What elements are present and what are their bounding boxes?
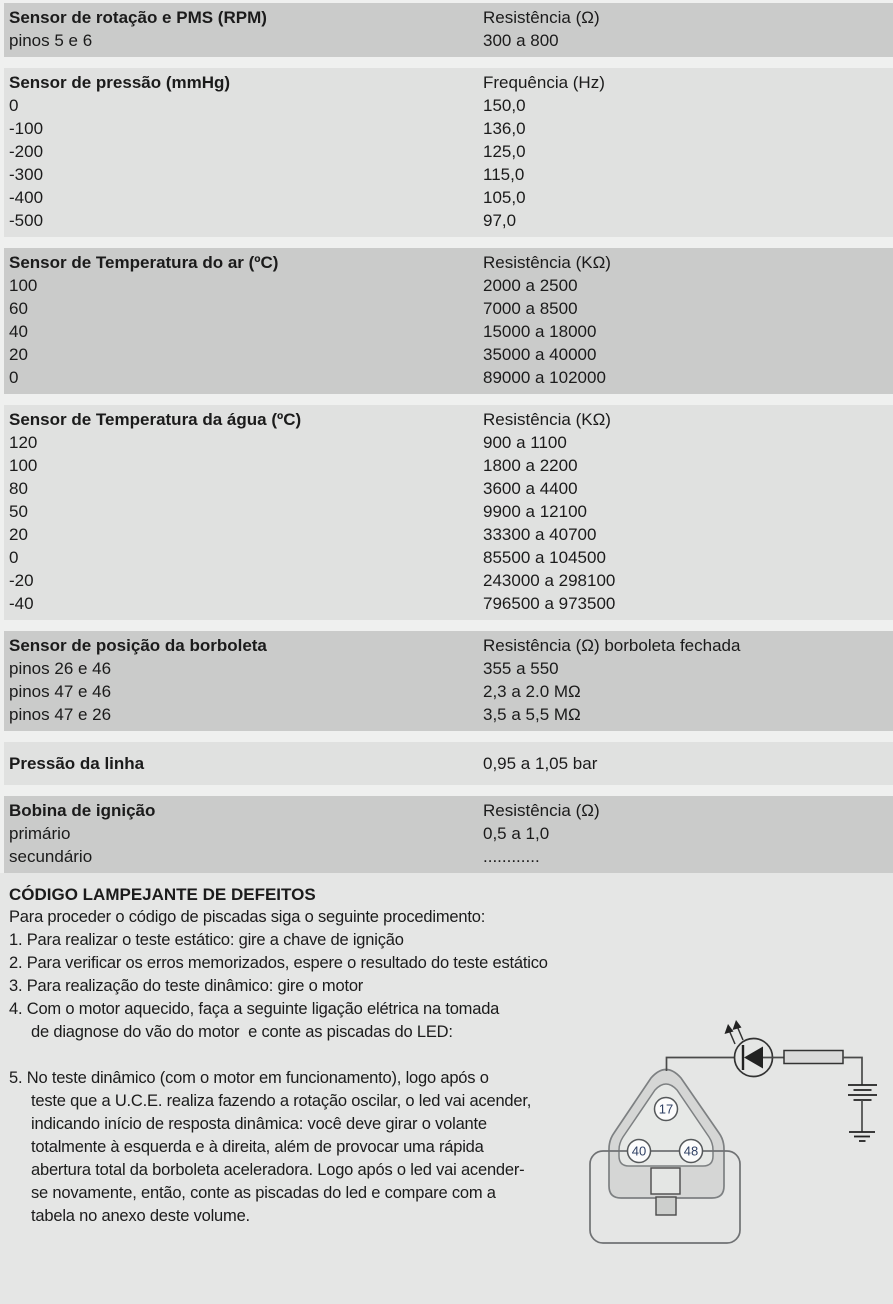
spec-cell-left: 0 — [9, 548, 19, 567]
procedure-line: 3. Para realização do teste dinâmico: gire o motor — [9, 977, 364, 995]
spec-cell-left: -100 — [9, 119, 44, 138]
spec-tables — [0, 3, 893, 873]
spec-cell-left: 100 — [9, 456, 38, 475]
spec-table-4 — [4, 631, 893, 731]
spec-header-left: Sensor de Temperatura da água (ºC) — [9, 410, 302, 429]
spec-cell-right: 115,0 — [483, 165, 525, 184]
spec-cell-left: 0 — [9, 96, 19, 115]
band-gap — [0, 731, 893, 742]
spec-header-left: Sensor de Temperatura do ar (ºC) — [9, 253, 279, 272]
band-gap — [0, 237, 893, 248]
spec-cell-right: 243000 a 298100 — [483, 571, 616, 590]
spec-cell-right: 796500 a 973500 — [483, 594, 616, 613]
spec-cell-right: 85500 a 104500 — [483, 548, 606, 567]
wire-connector-to-led — [667, 1058, 736, 1072]
spec-header-right: 0,95 a 1,05 bar — [483, 754, 598, 773]
spec-cell-right: 300 a 800 — [483, 31, 559, 50]
led-emission-arrows-icon — [725, 1020, 744, 1044]
spec-header-left: Pressão da linha — [9, 754, 145, 773]
spec-cell-right: 2,3 a 2.0 MΩ — [483, 682, 581, 701]
procedure-line: abertura total da borboleta aceleradora. Logo após o led vai acender- — [31, 1161, 525, 1179]
spec-row — [4, 6, 893, 29]
spec-table-2 — [4, 248, 893, 394]
spec-cell-left: pinos 5 e 6 — [9, 31, 93, 50]
spec-cell-left: secundário — [9, 847, 93, 866]
spec-cell-right: 105,0 — [483, 188, 526, 207]
spec-row — [4, 71, 893, 94]
spec-row — [4, 822, 893, 845]
spec-header-left: Bobina de ignição — [9, 801, 156, 820]
spec-row — [4, 209, 893, 232]
spec-cell-left: 0 — [9, 368, 19, 387]
wire-resistor-to-battery — [843, 1058, 862, 1086]
spec-cell-left: 40 — [9, 322, 28, 341]
spec-row — [4, 454, 893, 477]
spec-header-right: Resistência (KΩ) — [483, 253, 611, 272]
spec-row — [4, 117, 893, 140]
procedure-line: teste que a U.C.E. realiza fazendo a rotação oscilar, o led vai acender, — [31, 1092, 532, 1110]
spec-cell-left: pinos 47 e 26 — [9, 705, 112, 724]
pin-17-label: 17 — [658, 1101, 674, 1117]
spec-row — [4, 546, 893, 569]
spec-row — [4, 657, 893, 680]
spec-row — [4, 251, 893, 274]
spec-cell-left: -200 — [9, 142, 44, 161]
spec-row — [4, 703, 893, 726]
spec-cell-right: 15000 a 18000 — [483, 322, 597, 341]
spec-cell-right: 2000 a 2500 — [483, 276, 578, 295]
spec-cell-right: 7000 a 8500 — [483, 299, 578, 318]
spec-row — [4, 431, 893, 454]
spec-cell-left: -500 — [9, 211, 44, 230]
spec-cell-right: 9900 a 12100 — [483, 502, 587, 521]
spec-table-1 — [4, 68, 893, 237]
spec-row — [4, 592, 893, 615]
spec-cell-right: 0,5 a 1,0 — [483, 824, 550, 843]
spec-row — [4, 366, 893, 389]
spec-row — [4, 752, 893, 775]
spec-cell-left: -400 — [9, 188, 44, 207]
spec-row — [4, 680, 893, 703]
band-gap — [0, 785, 893, 796]
spec-cell-right: 355 a 550 — [483, 659, 559, 678]
spec-cell-right: 97,0 — [483, 211, 517, 230]
resistor-icon — [784, 1051, 843, 1064]
fault-code-title: CÓDIGO LAMPEJANTE DE DEFEITOS — [9, 885, 316, 904]
spec-header-right: Frequência (Hz) — [483, 73, 605, 92]
circuit-diagram-svg — [585, 1015, 893, 1250]
procedure-line: 4. Com o motor aquecido, faça a seguinte ligação elétrica na tomada — [9, 1000, 500, 1018]
spec-cell-left: 60 — [9, 299, 28, 318]
spec-row — [4, 523, 893, 546]
spec-row — [4, 799, 893, 822]
spec-header-left: Sensor de posição da borboleta — [9, 636, 267, 655]
spec-cell-right: ............ — [483, 847, 540, 866]
spec-row — [4, 29, 893, 52]
spec-cell-right: 1800 a 2200 — [483, 456, 578, 475]
procedure-line: tabela no anexo deste volume. — [31, 1207, 250, 1225]
procedure-line: de diagnose do vão do motor e conte as piscadas do LED: — [31, 1023, 453, 1041]
band-gap — [0, 394, 893, 405]
spec-cell-right: 35000 a 40000 — [483, 345, 597, 364]
spec-row — [4, 500, 893, 523]
spec-row — [4, 845, 893, 868]
pin-40-label: 40 — [631, 1143, 647, 1159]
spec-row — [4, 163, 893, 186]
spec-cell-left: 80 — [9, 479, 28, 498]
spec-header-right: Resistência (KΩ) — [483, 410, 611, 429]
connector-latch-tab — [656, 1197, 676, 1215]
spec-table-6 — [4, 796, 893, 873]
procedure-line: 2. Para verificar os erros memorizados, espere o resultado do teste estático — [9, 954, 548, 972]
spec-cell-right: 136,0 — [483, 119, 526, 138]
spec-cell-left: 120 — [9, 433, 38, 452]
procedure-line: Para proceder o código de piscadas siga o seguinte procedimento: — [9, 908, 486, 926]
spec-header-left: Sensor de rotação e PMS (RPM) — [9, 8, 267, 27]
battery-icon — [848, 1085, 877, 1100]
spec-cell-right: 150,0 — [483, 96, 526, 115]
spec-cell-right: 89000 a 102000 — [483, 368, 606, 387]
spec-table-3 — [4, 405, 893, 620]
procedure-line: totalmente à esquerda e à direita, além de provocar uma rápida — [31, 1138, 484, 1156]
led-anode-triangle — [744, 1047, 763, 1069]
spec-cell-left: -20 — [9, 571, 34, 590]
diagnostic-connector-diagram — [585, 1015, 893, 1255]
spec-cell-left: primário — [9, 824, 71, 843]
spec-header-right: Resistência (Ω) — [483, 801, 600, 820]
spec-row — [4, 634, 893, 657]
spec-cell-left: 50 — [9, 502, 28, 521]
spec-cell-right: 900 a 1100 — [483, 433, 567, 452]
spec-table-5 — [4, 742, 893, 785]
spec-row — [4, 408, 893, 431]
spec-cell-right: 3600 a 4400 — [483, 479, 578, 498]
procedure-line: indicando início de resposta dinâmica: você deve girar o volante — [31, 1115, 487, 1133]
spec-row — [4, 343, 893, 366]
ground-icon — [849, 1132, 875, 1141]
band-gap — [0, 57, 893, 68]
spec-cell-right: 3,5 a 5,5 MΩ — [483, 705, 581, 724]
spec-cell-left: 20 — [9, 525, 28, 544]
spec-cell-right: 125,0 — [483, 142, 526, 161]
spec-cell-left: -40 — [9, 594, 34, 613]
spec-cell-left: -300 — [9, 165, 44, 184]
spec-row — [4, 140, 893, 163]
spec-header-right: Resistência (Ω) — [483, 8, 600, 27]
band-gap — [0, 620, 893, 631]
spec-cell-left: pinos 26 e 46 — [9, 659, 112, 678]
spec-cell-left: 100 — [9, 276, 38, 295]
spec-row — [4, 477, 893, 500]
procedure-line: 1. Para realizar o teste estático: gire a chave de ignição — [9, 931, 404, 949]
spec-row — [4, 274, 893, 297]
spec-row — [4, 186, 893, 209]
spec-row — [4, 320, 893, 343]
connector-latch — [651, 1168, 680, 1194]
spec-header-left: Sensor de pressão (mmHg) — [9, 73, 231, 92]
spec-cell-right: 33300 a 40700 — [483, 525, 597, 544]
spec-cell-left: 20 — [9, 345, 28, 364]
spec-row — [4, 94, 893, 117]
spec-table-0 — [4, 3, 893, 57]
spec-row — [4, 297, 893, 320]
procedure-line: 5. No teste dinâmico (com o motor em funcionamento), logo após o — [9, 1069, 489, 1087]
spec-header-right: Resistência (Ω) borboleta fechada — [483, 636, 741, 655]
procedure-line: se novamente, então, conte as piscadas do led e compare com a — [31, 1184, 496, 1202]
spec-row — [4, 569, 893, 592]
spec-cell-left: pinos 47 e 46 — [9, 682, 112, 701]
pin-48-label: 48 — [683, 1143, 699, 1159]
